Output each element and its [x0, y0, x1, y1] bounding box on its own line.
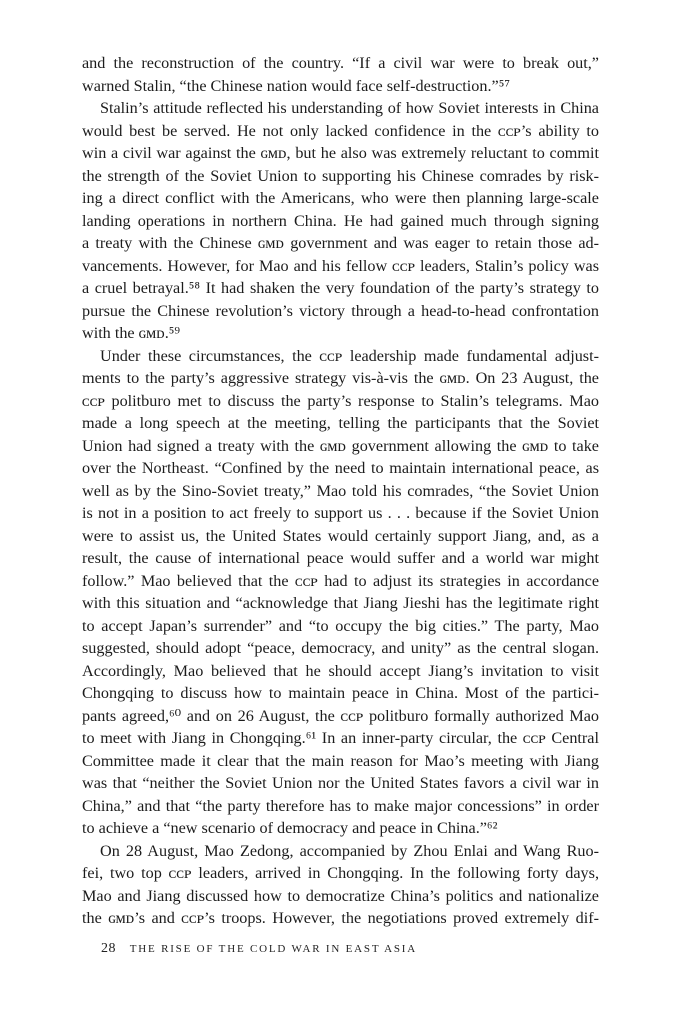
text-line: ing a direct conflict with the Americans, who were then planning large-scale	[82, 189, 599, 207]
text-line: pants agreed,⁶⁰ and on 26 August, the ᴄᴄᴘ politburo formally authorized Mao	[82, 706, 599, 725]
text-line: made a long speech at the meeting, telling the participants that the Soviet	[82, 414, 599, 432]
body-text	[82, 52, 599, 930]
text-line: would best be served. He not only lacked confidence in the ᴄᴄᴘ’s ability to	[82, 121, 599, 140]
text-line: with the ɢᴍᴅ.⁵⁹	[82, 324, 181, 342]
page-footer	[101, 940, 417, 957]
text-line: well as by the Sino-Soviet treaty,” Mao told his comrades, “the Soviet Union	[82, 481, 599, 500]
text-line: Mao and Jiang discussed how to democratize China’s politics and nationalize	[82, 886, 599, 905]
text-line: the ɢᴍᴅ’s and ᴄᴄᴘ’s troops. However, the negotiations proved extremely dif-	[82, 909, 599, 927]
text-line: ments to the party’s aggressive strategy vis-à-vis the ɢᴍᴅ. On 23 August, the	[82, 369, 599, 387]
text-line: Stalin’s attitude reflected his understanding of how Soviet interests in China	[100, 99, 599, 117]
text-line: suggested, should adopt “peace, democracy, and unity” as the central slogan.	[82, 639, 599, 657]
text-line: result, the cause of international peace would suffer and a world war might	[82, 549, 599, 567]
text-line: with this situation and “acknowledge that Jiang Jieshi has the legitimate right	[82, 594, 599, 612]
running-head: THE RISE OF THE COLD WAR IN EAST ASIA	[129, 943, 417, 955]
text-line: China,” and that “the party therefore has to make major concessions” in order	[82, 796, 599, 815]
text-line: Chongqing to discuss how to maintain peace in China. Most of the partici-	[82, 684, 599, 702]
text-line: On 28 August, Mao Zedong, accompanied by Zhou Enlai and Wang Ruo-	[100, 841, 599, 860]
text-line: win a civil war against the ɢᴍᴅ, but he also was extremely reluctant to commit	[82, 144, 599, 162]
text-line: warned Stalin, “the Chinese nation would face self-destruction.”⁵⁷	[82, 76, 510, 95]
text-line: to meet with Jiang in Chongqing.⁶¹ In an inner-party circular, the ᴄᴄᴘ Central	[82, 729, 599, 747]
text-line: vancements. However, for Mao and his fellow ᴄᴄᴘ leaders, Stalin’s policy was	[82, 256, 599, 275]
text-line: pursue the Chinese revolution’s victory through a head-to-head confrontation	[82, 301, 599, 320]
text-line: was that “neither the Soviet Union nor the United States favors a civil war in	[82, 774, 599, 792]
text-line: fei, two top ᴄᴄᴘ leaders, arrived in Chongqing. In the following forty days,	[82, 864, 599, 882]
text-line: ᴄᴄᴘ politburo met to discuss the party’s response to Stalin’s telegrams. Mao	[82, 391, 599, 410]
text-line: to achieve a “new scenario of democracy and peace in China.”⁶²	[82, 819, 498, 837]
text-line: is not in a position to act freely to support us . . . because if the Soviet Union	[82, 504, 599, 522]
page-number: 28	[101, 941, 116, 956]
text-line: were to assist us, the United States would certainly support Jiang, and, as a	[82, 526, 599, 545]
text-line: Committee made it clear that the main reason for Mao’s meeting with Jiang	[82, 751, 599, 770]
text-line: Union had signed a treaty with the ɢᴍᴅ government allowing the ɢᴍᴅ to take	[82, 436, 599, 455]
text-line: to accept Japan’s surrender” and “to occupy the big cities.” The party, Mao	[82, 616, 599, 635]
text-line: Accordingly, Mao believed that he should accept Jiang’s invitation to visit	[82, 661, 599, 680]
text-line: a treaty with the Chinese ɢᴍᴅ government and was eager to retain those ad-	[82, 234, 599, 252]
text-line: a cruel betrayal.⁵⁸ It had shaken the very foundation of the party’s strategy to	[82, 279, 599, 297]
text-line: landing operations in northern China. He had gained much through signing	[82, 211, 599, 230]
text-line: over the Northeast. “Confined by the need to maintain international peace, as	[82, 459, 599, 477]
text-line: the strength of the Soviet Union to supporting his Chinese comrades by risk-	[82, 166, 599, 185]
text-line: and the reconstruction of the country. “If a civil war were to break out,”	[82, 54, 599, 72]
text-line: follow.” Mao believed that the ᴄᴄᴘ had to adjust its strategies in accordance	[82, 571, 599, 590]
text-line: Under these circumstances, the ᴄᴄᴘ leadership made fundamental adjust-	[100, 346, 599, 365]
